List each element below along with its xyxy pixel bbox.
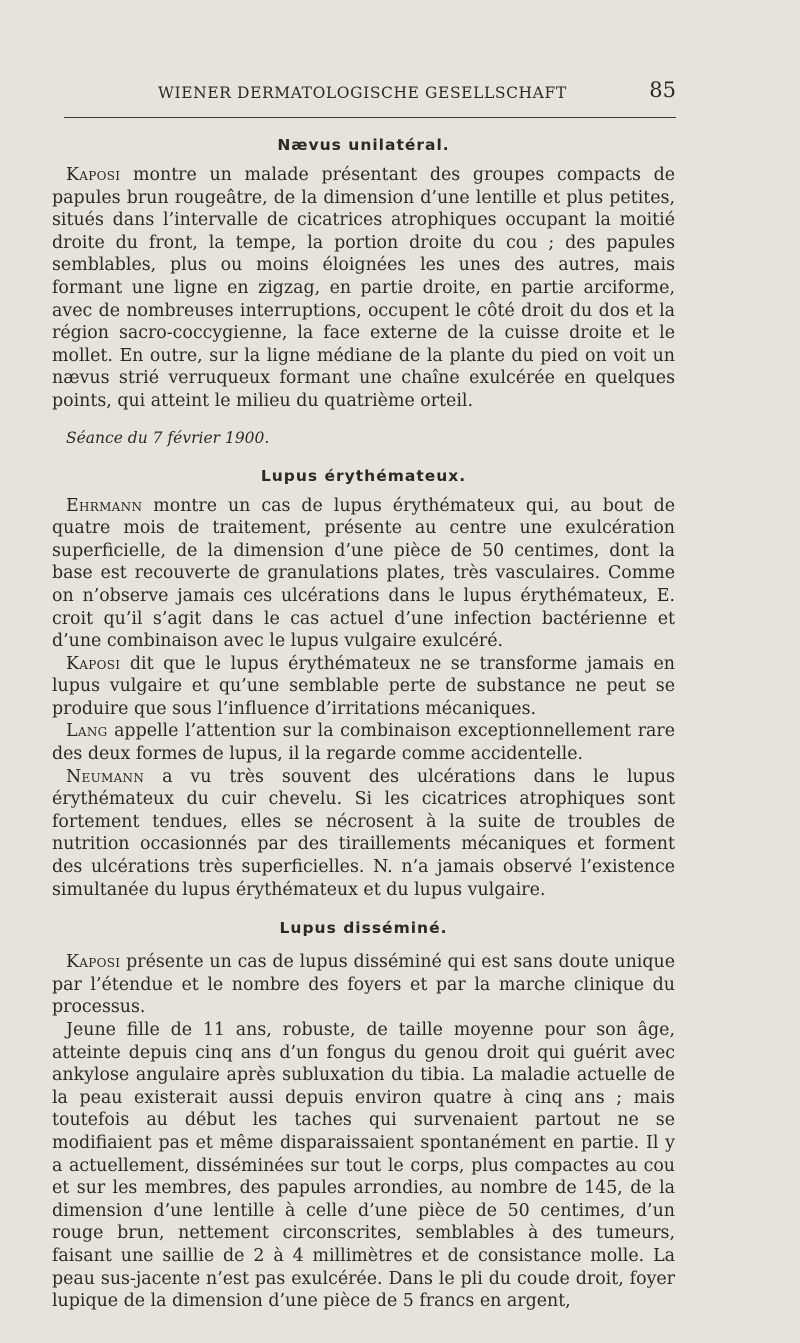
session-date: Séance du 7 février 1900. [66, 428, 270, 447]
paragraph [52, 495, 675, 653]
section-heading-lupus-dissemine: Lupus disséminé. [279, 919, 448, 938]
paragraph [52, 164, 675, 413]
paragraph-text: montre un cas de lupus érythémateux qui, au bout de quatre mois de traitement, présente au centre une exulcération superficielle, de la dimension d’une pièce de 50 centimes, dont la base est recouverte de granulations plates, très vasculaires. Comme on n’observe jamais ces ulcérations dans le lupus érythémateux, E. croit qu’il s’agit dans le cas actuel d’une infection bactérienne et d’une combinaison avec le lupus vulgaire exulcéré. [52, 495, 675, 652]
paragraph [52, 951, 675, 1019]
author-name: Kaposi [66, 952, 121, 973]
header-rule [64, 117, 676, 118]
paragraph-text: a vu très souvent des ulcérations dans le lupus érythémateux du cuir chevelu. Si les cicatrices atrophiques sont fortement tendues, elles se nécrosent à la suite de troubles de nutrition occasionnés par des tiraillements mécaniques et forment des ulcérations très superficielles. N. n’a jamais observé l’existence simultanée du lupus érythémateux et du lupus vulgaire. [52, 766, 675, 900]
page-number: 85 [649, 78, 676, 102]
running-title: WIENER DERMATOLOGISCHE GESELLSCHAFT [158, 84, 567, 102]
paragraph: Jeune fille de 11 ans, robuste, de taille moyenne pour son âge, atteinte depuis cinq ans d’un fongus du genou droit qui guérit avec ankylose angulaire après subluxation du tibia. La maladie actuelle de la peau existerait aussi depuis environ quatre à cinq ans ; mais toutefois au début les taches qui survenaient partout ne se modifiaient pas et même disparaissaient spontanément en partie. Il y a actuellement, disséminées sur tout le corps, plus compactes au cou et sur les membres, des papules arrondies, au nombre de 145, de la dimension d’une lentille à celle d’une pièce de 50 centimes, d’un rouge brun, nettement circonscrites, semblables à des tumeurs, faisant une saillie de 2 à 4 millimètres et de consistance molle. La peau sus-jacente n’est pas exulcérée. Dans le pli du coude droit, foyer lupique de la dimension d’une pièce de 5 francs en argent, [52, 1020, 675, 1312]
paragraph-text: présente un cas de lupus disséminé qui est sans doute unique par l’étendue et le nombre des foyers et par la marche clinique du processus. [52, 952, 675, 1018]
section-heading-naevus: Nævus unilatéral. [277, 136, 450, 154]
paragraph-text: appelle l’attention sur la combinaison exceptionnellement rare des deux formes de lupus, il la regarde comme accidentelle. [52, 721, 675, 765]
paragraph [52, 766, 675, 902]
page-body [52, 130, 675, 1313]
author-name: Kaposi [66, 653, 121, 674]
paragraph [52, 653, 675, 721]
page-header [0, 78, 800, 108]
author-name: Lang [66, 721, 108, 742]
author-name: Ehrmann [66, 495, 143, 516]
paragraph-text: montre un malade présentant des groupes compacts de papules brun rougeâtre, de la dimension d’une lentille et plus petites, situés dans l’intervalle de cicatrices atrophiques occupant la moitié droite du front, la tempe, la portion droite du cou ; des papules semblables, plus ou moins éloignées les unes des autres, mais formant une ligne en zigzag, en partie droite, en partie arciforme, avec de nombreuses interruptions, occupent le côté droit du dos et la région sacro-coccygienne, la face externe de la cuisse droite et le mollet. En outre, sur la ligne médiane de la plante du pied on voit un nævus strié verruqueux formant une chaîne exulcérée en quelques points, qui atteint le milieu du quatrième orteil. [52, 165, 675, 411]
section-heading-lupus-erythemateux: Lupus érythémateux. [260, 466, 467, 485]
author-name: Neumann [66, 766, 145, 787]
author-name: Kaposi [66, 165, 121, 185]
paragraph-text: dit que le lupus érythémateux ne se transforme jamais en lupus vulgaire et qu’une semblable perte de substance ne peut se produire que sous l’influence d’irritations mécaniques. [52, 653, 675, 719]
paragraph [52, 720, 675, 765]
